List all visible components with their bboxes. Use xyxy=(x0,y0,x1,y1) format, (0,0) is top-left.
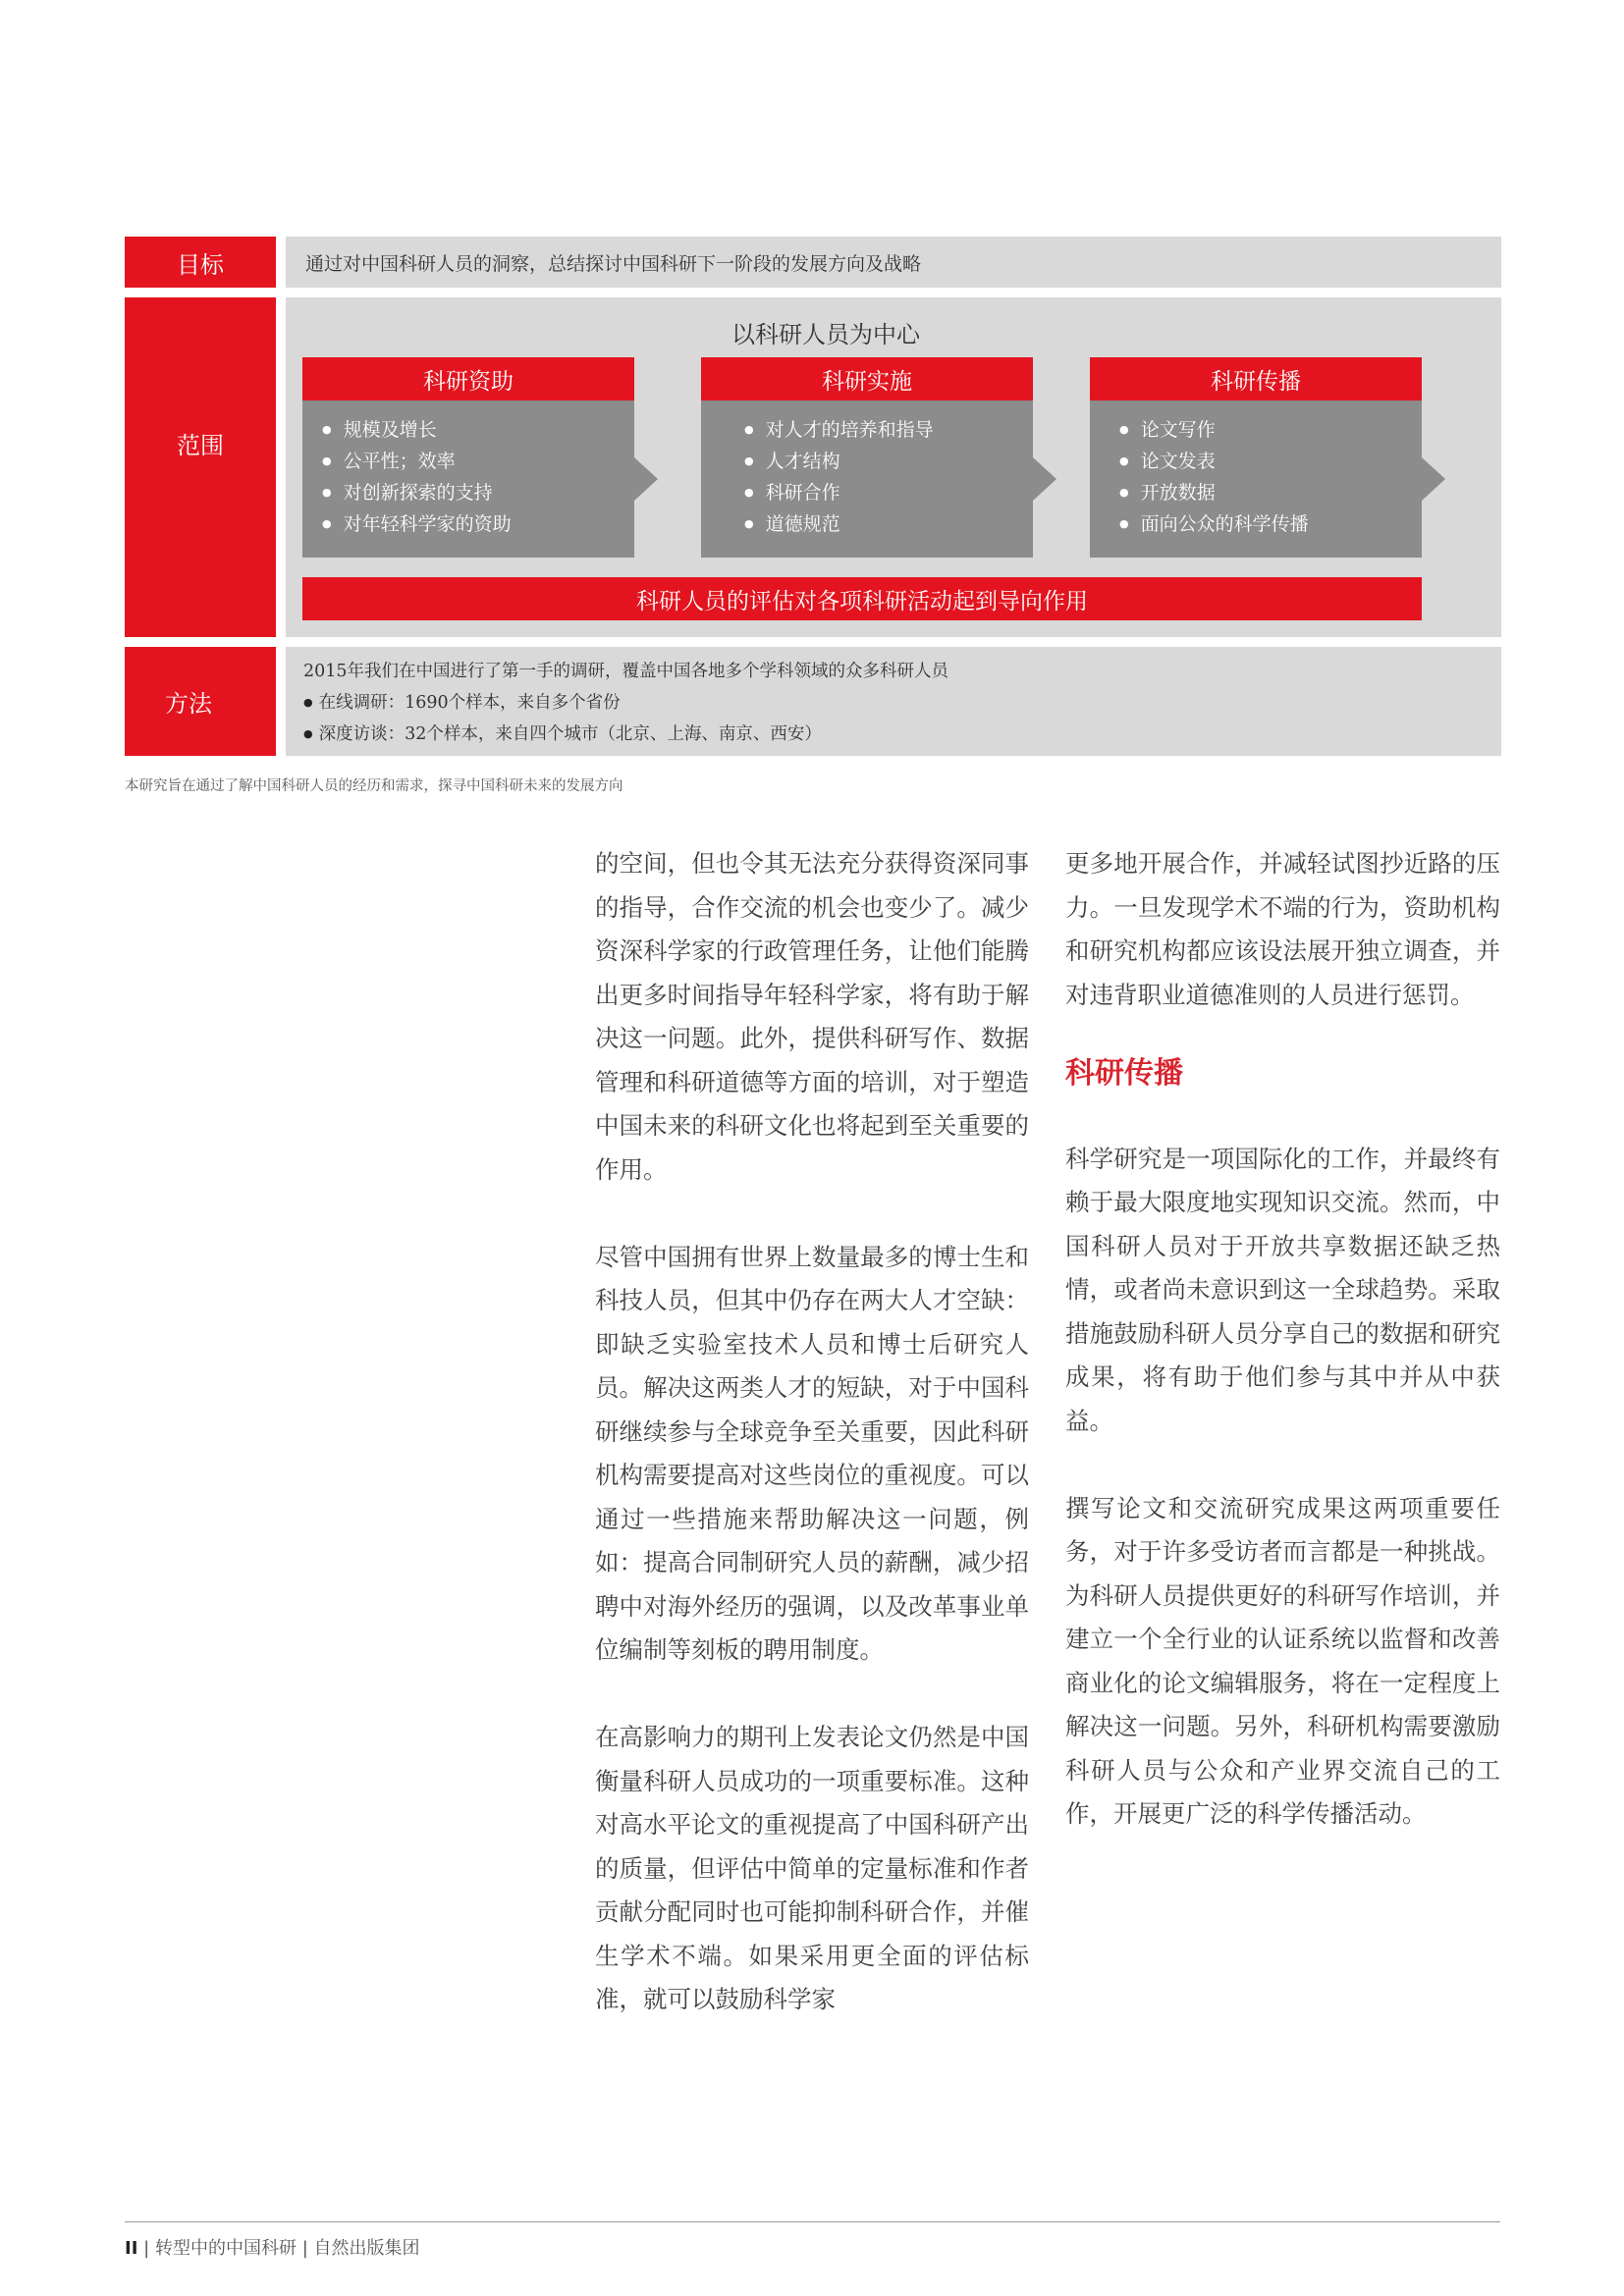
goal-label: 目标 xyxy=(125,237,276,288)
footer-rule xyxy=(125,2221,1500,2222)
method-bullet: ● 深度访谈：32个样本，来自四个城市（北京、上海、南京、西安） xyxy=(303,719,1501,750)
paragraph: 科学研究是一项国际化的工作，并最终有赖于最大限度地实现知识交流。然而，中国科研人员对于开放共享数据还缺乏热情，或者尚未意识到这一全球趋势。采取措施鼓励科研人员分享自己的数据和研究成果，将有助于他们参与其中并从中获益。 xyxy=(1065,1144,1500,1435)
method-intro: 2015年我们在中国进行了第一手的调研，覆盖中国各地多个学科领域的众多科研人员 xyxy=(303,662,949,681)
list-item: ● 对年轻科学家的资助 xyxy=(322,508,634,540)
diagram-caption: 本研究旨在通过了解中国科研人员的经历和需求，探寻中国科研未来的发展方向 xyxy=(125,778,623,794)
evaluation-bar: 科研人员的评估对各项科研活动起到导向作用 xyxy=(302,577,1422,620)
body-column-right xyxy=(1065,842,1500,1880)
list-item: ● 对人才的培养和指导 xyxy=(744,414,1033,446)
list-item: ● 面向公众的科学传播 xyxy=(1119,508,1422,540)
footer-publisher: 自然出版集团 xyxy=(313,2238,420,2259)
paragraph: 在高影响力的期刊上发表论文仍然是中国衡量科研人员成功的一项重要标准。这种对高水平论文的重视提高了中国科研产出的质量，但评估中简单的定量标准和作者贡献分配同时也可能抑制科研合作，并催生学术不端。如果采用更全面的评估标准，就可以鼓励科学家 xyxy=(595,1723,1029,2013)
method-panel xyxy=(286,647,1501,756)
scope-center-title: 以科研人员为中心 xyxy=(731,321,920,348)
arrow-right-icon xyxy=(634,457,658,501)
goal-text: 通过对中国科研人员的洞察，总结探讨中国科研下一阶段的发展方向及战略 xyxy=(286,237,1501,288)
column-head-communication: 科研传播 xyxy=(1090,357,1422,400)
body-column-left xyxy=(595,842,1029,2065)
scope-label: 范围 xyxy=(125,297,276,637)
method-label: 方法 xyxy=(125,647,276,756)
list-item: ● 人才结构 xyxy=(744,446,1033,477)
method-bullet: ● 在线调研：1690个样本，来自多个省份 xyxy=(303,687,1501,719)
column-body-funding xyxy=(302,400,634,558)
column-head-implementation: 科研实施 xyxy=(701,357,1033,400)
list-item: ● 科研合作 xyxy=(744,477,1033,508)
paragraph: 的空间，但也令其无法充分获得资深同事的指导，合作交流的机会也变少了。减少资深科学家的行政管理任务，让他们能腾出更多时间指导年轻科学家，将有助于解决这一问题。此外，提供科研写作、数据管理和科研道德等方面的培训，对于塑造中国未来的科研文化也将起到至关重要的作用。 xyxy=(595,849,1029,1184)
footer-separator: | xyxy=(143,2238,150,2259)
footer-separator: | xyxy=(301,2238,308,2259)
column-body-implementation xyxy=(701,400,1033,558)
column-head-funding: 科研资助 xyxy=(302,357,634,400)
column-body-communication xyxy=(1090,400,1422,558)
paragraph: 尽管中国拥有世界上数量最多的博士生和科技人员，但其中仍存在两大人才空缺：即缺乏实验室技术人员和博士后研究人员。解决这两类人才的短缺，对于中国科研继续参与全球竞争至关重要，因此科研机构需要提高对这些岗位的重视度。可以通过一些措施来帮助解决这一问题，例如：提高合同制研究人员的薪酬，减少招聘中对海外经历的强调，以及改革事业单位编制等刻板的聘用制度。 xyxy=(595,1242,1029,1664)
list-item: ● 规模及增长 xyxy=(322,414,634,446)
page-number: II xyxy=(125,2238,138,2259)
list-item: ● 道德规范 xyxy=(744,508,1033,540)
list-item: ● 对创新探索的支持 xyxy=(322,477,634,508)
arrow-right-icon xyxy=(1033,457,1056,501)
paragraph: 撰写论文和交流研究成果这两项重要任务，对于许多受访者而言都是一种挑战。为科研人员提供更好的科研写作培训，并建立一个全行业的认证系统以监督和改善商业化的论文编辑服务，将在一定程度上解决这一问题。另外，科研机构需要激励科研人员与公众和产业界交流自己的工作，开展更广泛的科学传播活动。 xyxy=(1065,1493,1500,1828)
list-item: ● 开放数据 xyxy=(1119,477,1422,508)
list-item: ● 论文写作 xyxy=(1119,414,1422,446)
scope-panel xyxy=(286,297,1501,637)
paragraph: 更多地开展合作，并减轻试图抄近路的压力。一旦发现学术不端的行为，资助机构和研究机构都应该设法展开独立调查，并对违背职业道德准则的人员进行惩罚。 xyxy=(1065,849,1500,1009)
footer-title: 转型中的中国科研 xyxy=(154,2238,297,2259)
list-item: ● 公平性；效率 xyxy=(322,446,634,477)
section-title: 科研传播 xyxy=(1065,1055,1183,1091)
arrow-right-icon xyxy=(1422,457,1445,501)
list-item: ● 论文发表 xyxy=(1119,446,1422,477)
footer xyxy=(125,2234,420,2260)
